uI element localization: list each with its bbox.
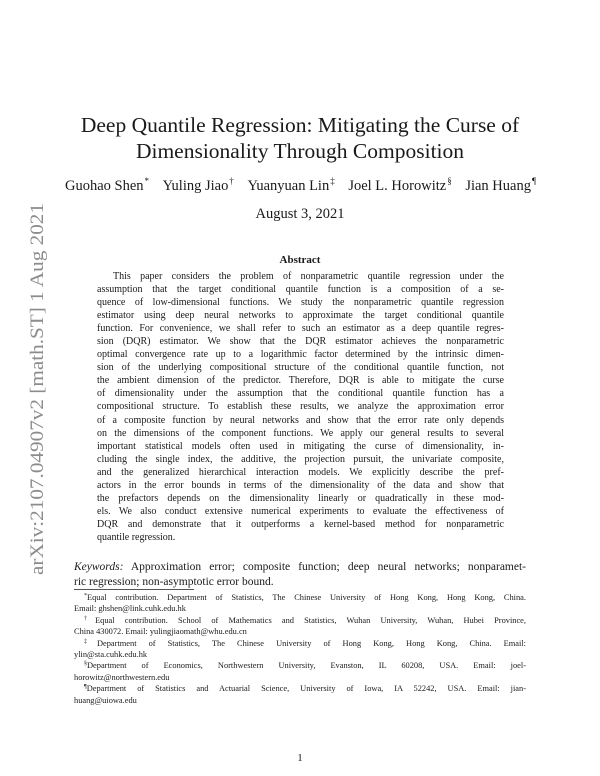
paper-title <box>70 112 530 164</box>
footnote <box>74 592 526 615</box>
abstract-line: function. For convenience, we shall refer to such an estimator as a deep quantile regres- <box>97 323 504 335</box>
abstract-line: optimal convergence rate up to a logarithmic factor determined by the intrinsic dimen- <box>97 349 504 361</box>
abstract-line: actors in the error bounds in terms of the dimensionality of the data and show that <box>97 479 504 491</box>
abstract-line: of dimensionality under the assumption that the conditional quantile function has a <box>97 388 504 400</box>
footnote <box>74 615 526 638</box>
footnote-line: ‡Department of Statistics, The Chinese University of Hong Kong, Hong Kong, China. Email: <box>84 638 526 648</box>
author-name: Joel L. Horowitz <box>348 177 447 194</box>
abstract-line: important statistical models often used in mitigating the curse of dimensionality, in- <box>97 440 504 452</box>
abstract-line: the ambient dimension of the predictor. Therefore, DQR is able to mitigate the curse <box>97 375 504 387</box>
abstract-line: compositional structure. To establish these results, we analyze the approximation error <box>97 401 504 413</box>
abstract-line: sion (DQR) estimator. We show that the DQR estimator achieves the nonparametric <box>97 336 504 348</box>
abstract-line: of a composite function by neural networks and show that the error rate only depends <box>97 414 504 426</box>
footnote-mark: ‡ <box>84 638 97 645</box>
keywords-line-1 <box>74 560 526 575</box>
footnote-line: huang@uiowa.edu <box>74 695 137 705</box>
keywords-text-2: ric regression; non-asymptotic error bound. <box>74 576 274 588</box>
author <box>163 178 234 194</box>
footnote-mark: § <box>84 661 87 668</box>
author-name: Yuling Jiao <box>162 177 229 194</box>
author-name: Jian Huang <box>465 177 531 194</box>
keywords-label: Keywords: <box>74 561 124 573</box>
abstract-line: quantile regression. <box>97 531 176 543</box>
abstract-line: els. We also conduct extensive numerical experiments to evaluate the effectiveness of <box>97 505 504 517</box>
abstract-line: quence of low-dimensional functions. We study the nonparametric quantile regression <box>97 297 504 309</box>
footnote-line: China 430072. Email: yulingjiaomath@whu.edu.cn <box>74 627 247 637</box>
author-footnote-mark[interactable]: § <box>447 176 452 186</box>
author <box>465 178 536 194</box>
footnote-line: horowitz@northwestern.edu <box>74 672 170 682</box>
abstract-line: DQR and demonstrate that it outperforms a kernel-based method for nonparametric <box>97 518 504 530</box>
footnote-line: Email: ghshen@link.cuhk.edu.hk <box>74 604 186 614</box>
author-footnote-mark[interactable]: ‡ <box>330 176 335 186</box>
footnote-mark: ¶ <box>84 684 87 691</box>
author-name: Guohao Shen <box>65 177 144 194</box>
author <box>65 178 149 194</box>
footnote-divider <box>74 589 194 590</box>
footnote-line: *Equal contribution. Department of Statistics, The Chinese University of Hong Kong, Hong Kong, China. <box>84 593 526 602</box>
keywords <box>74 560 526 590</box>
footnote-line: †Equal contribution. School of Mathematics and Statistics, Wuhan University, Wuhan, Hubei Province, <box>84 615 526 625</box>
footnote-mark: † <box>84 615 96 622</box>
arxiv-identifier-text: arXiv:2107.04907v2 [math.ST] 1 Aug 2021 <box>27 241 48 575</box>
author-name: Yuanyuan Lin <box>247 177 330 194</box>
abstract-line: sion of the underlying compositional structure of the conditional quantile function, not <box>97 362 504 374</box>
footnotes <box>74 592 526 706</box>
abstract-body <box>97 270 504 544</box>
abstract-line: cluding the single index, the additive, the projection pursuit, the univariate composite, <box>97 453 504 465</box>
abstract-line: assumption that the target conditional quantile function is a composition of a se- <box>97 284 504 296</box>
footnote-line: §Department of Economics, Northwestern University, Evanston, IL 60208, USA. Email: joel- <box>84 661 526 671</box>
author <box>348 178 451 194</box>
footnote <box>74 683 526 706</box>
abstract-line: the prefactors depends on the dimensionality linearly or quadratically in these mod- <box>97 492 504 504</box>
author-list <box>60 176 540 195</box>
footnote-line: ¶Department of Statistics and Actuarial Science, University of Iowa, IA 52242, USA. Email: jian- <box>84 684 526 694</box>
publication-date: August 3, 2021 <box>255 206 345 222</box>
footnote <box>74 638 526 661</box>
footnote <box>74 660 526 683</box>
keywords-text-1: Approximation error; composite function; deep neural networks; nonparamet- <box>130 561 526 573</box>
author-footnote-mark[interactable]: † <box>229 176 234 186</box>
footnote-mark: * <box>84 593 87 599</box>
abstract-line: and the generalized hierarchical interaction models. We explicitly describe the pref- <box>97 466 504 478</box>
title-line-1: Deep Quantile Regression: Mitigating the Curse of <box>80 113 520 137</box>
author <box>247 178 334 194</box>
abstract-line: This paper considers the problem of nonparametric quantile regression under the <box>113 271 504 282</box>
footnote-line: ylin@sta.cuhk.edu.hk <box>74 649 148 659</box>
author-footnote-mark[interactable]: * <box>144 176 150 186</box>
abstract-line: on the dimensions of the component functions. We apply our general results to several <box>97 427 504 439</box>
title-line-2: Dimensionality Through Composition <box>135 139 465 163</box>
author-footnote-mark[interactable]: ¶ <box>531 176 537 186</box>
page-number: 1 <box>297 752 303 764</box>
abstract-heading: Abstract <box>279 254 321 266</box>
abstract-line: estimator using deep neural networks to approximate the target conditional quantile <box>97 310 504 322</box>
